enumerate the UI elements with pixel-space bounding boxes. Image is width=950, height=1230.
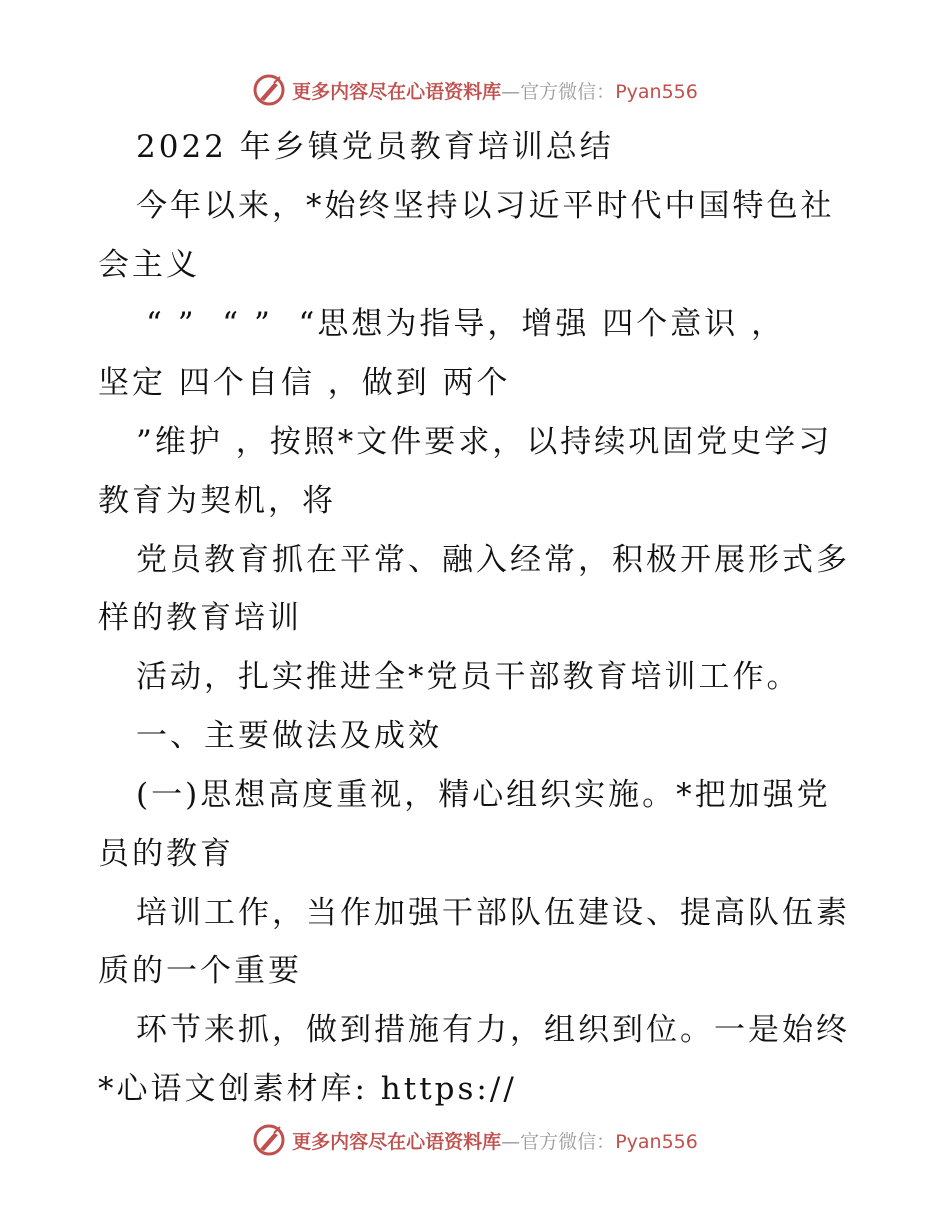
paragraph-line: 党员教育抓在平常、融入经常，积极开展形式多 (136, 542, 850, 578)
footer-watermark-banner (0, 1120, 950, 1160)
paragraph-line: “ ” “ ” “思想为指导，增强 四个意识 ， (146, 306, 786, 342)
paragraph-line: 今年以来，*始终坚持以习近平时代中国特色社 (136, 188, 835, 224)
banner-main-text: 更多内容尽在心语资料库 (292, 80, 502, 103)
banner-label: 官方微信： (520, 1130, 616, 1153)
subsection-heading: (一)思想高度重视，精心组织实施。*把加强党 (136, 777, 831, 813)
header-watermark-banner (0, 70, 950, 110)
paragraph-line: 样的教育培训 (98, 600, 302, 636)
banner-separator: — (501, 80, 521, 103)
section-heading: 一、主要做法及成效 (136, 718, 442, 754)
paragraph-line: 会主义 (98, 247, 200, 283)
document-title: 2022 年乡镇党员教育培训总结 (136, 129, 614, 165)
paragraph-line: 环节来抓，做到措施有力，组织到位。一是始终 (136, 1012, 850, 1048)
paragraph-line: 坚定 四个自信 ，做到 两个 (98, 365, 511, 401)
banner-main-text: 更多内容尽在心语资料库 (292, 1130, 502, 1153)
banner-wechat-id: Pyan556 (615, 80, 698, 103)
paragraph-line: ”维护 ，按照*文件要求，以持续巩固党史学习 (136, 424, 833, 460)
paragraph-line: 教育为契机，将 (98, 483, 336, 519)
paragraph-line: 培训工作，当作加强干部队伍建设、提高队伍素 (136, 895, 850, 931)
paragraph-line: *心语文创素材库: https:// (98, 1071, 517, 1107)
banner-separator: — (501, 1130, 521, 1153)
paragraph-line: 质的一个重要 (98, 953, 302, 989)
banner-wechat-id: Pyan556 (615, 1130, 698, 1153)
quill-pen-logo-icon (252, 73, 286, 107)
quill-pen-logo-icon (252, 1123, 286, 1157)
paragraph-line: 员的教育 (98, 836, 234, 872)
banner-label: 官方微信： (520, 80, 616, 103)
paragraph-line: 活动，扎实推进全*党员干部教育培训工作。 (136, 659, 801, 695)
